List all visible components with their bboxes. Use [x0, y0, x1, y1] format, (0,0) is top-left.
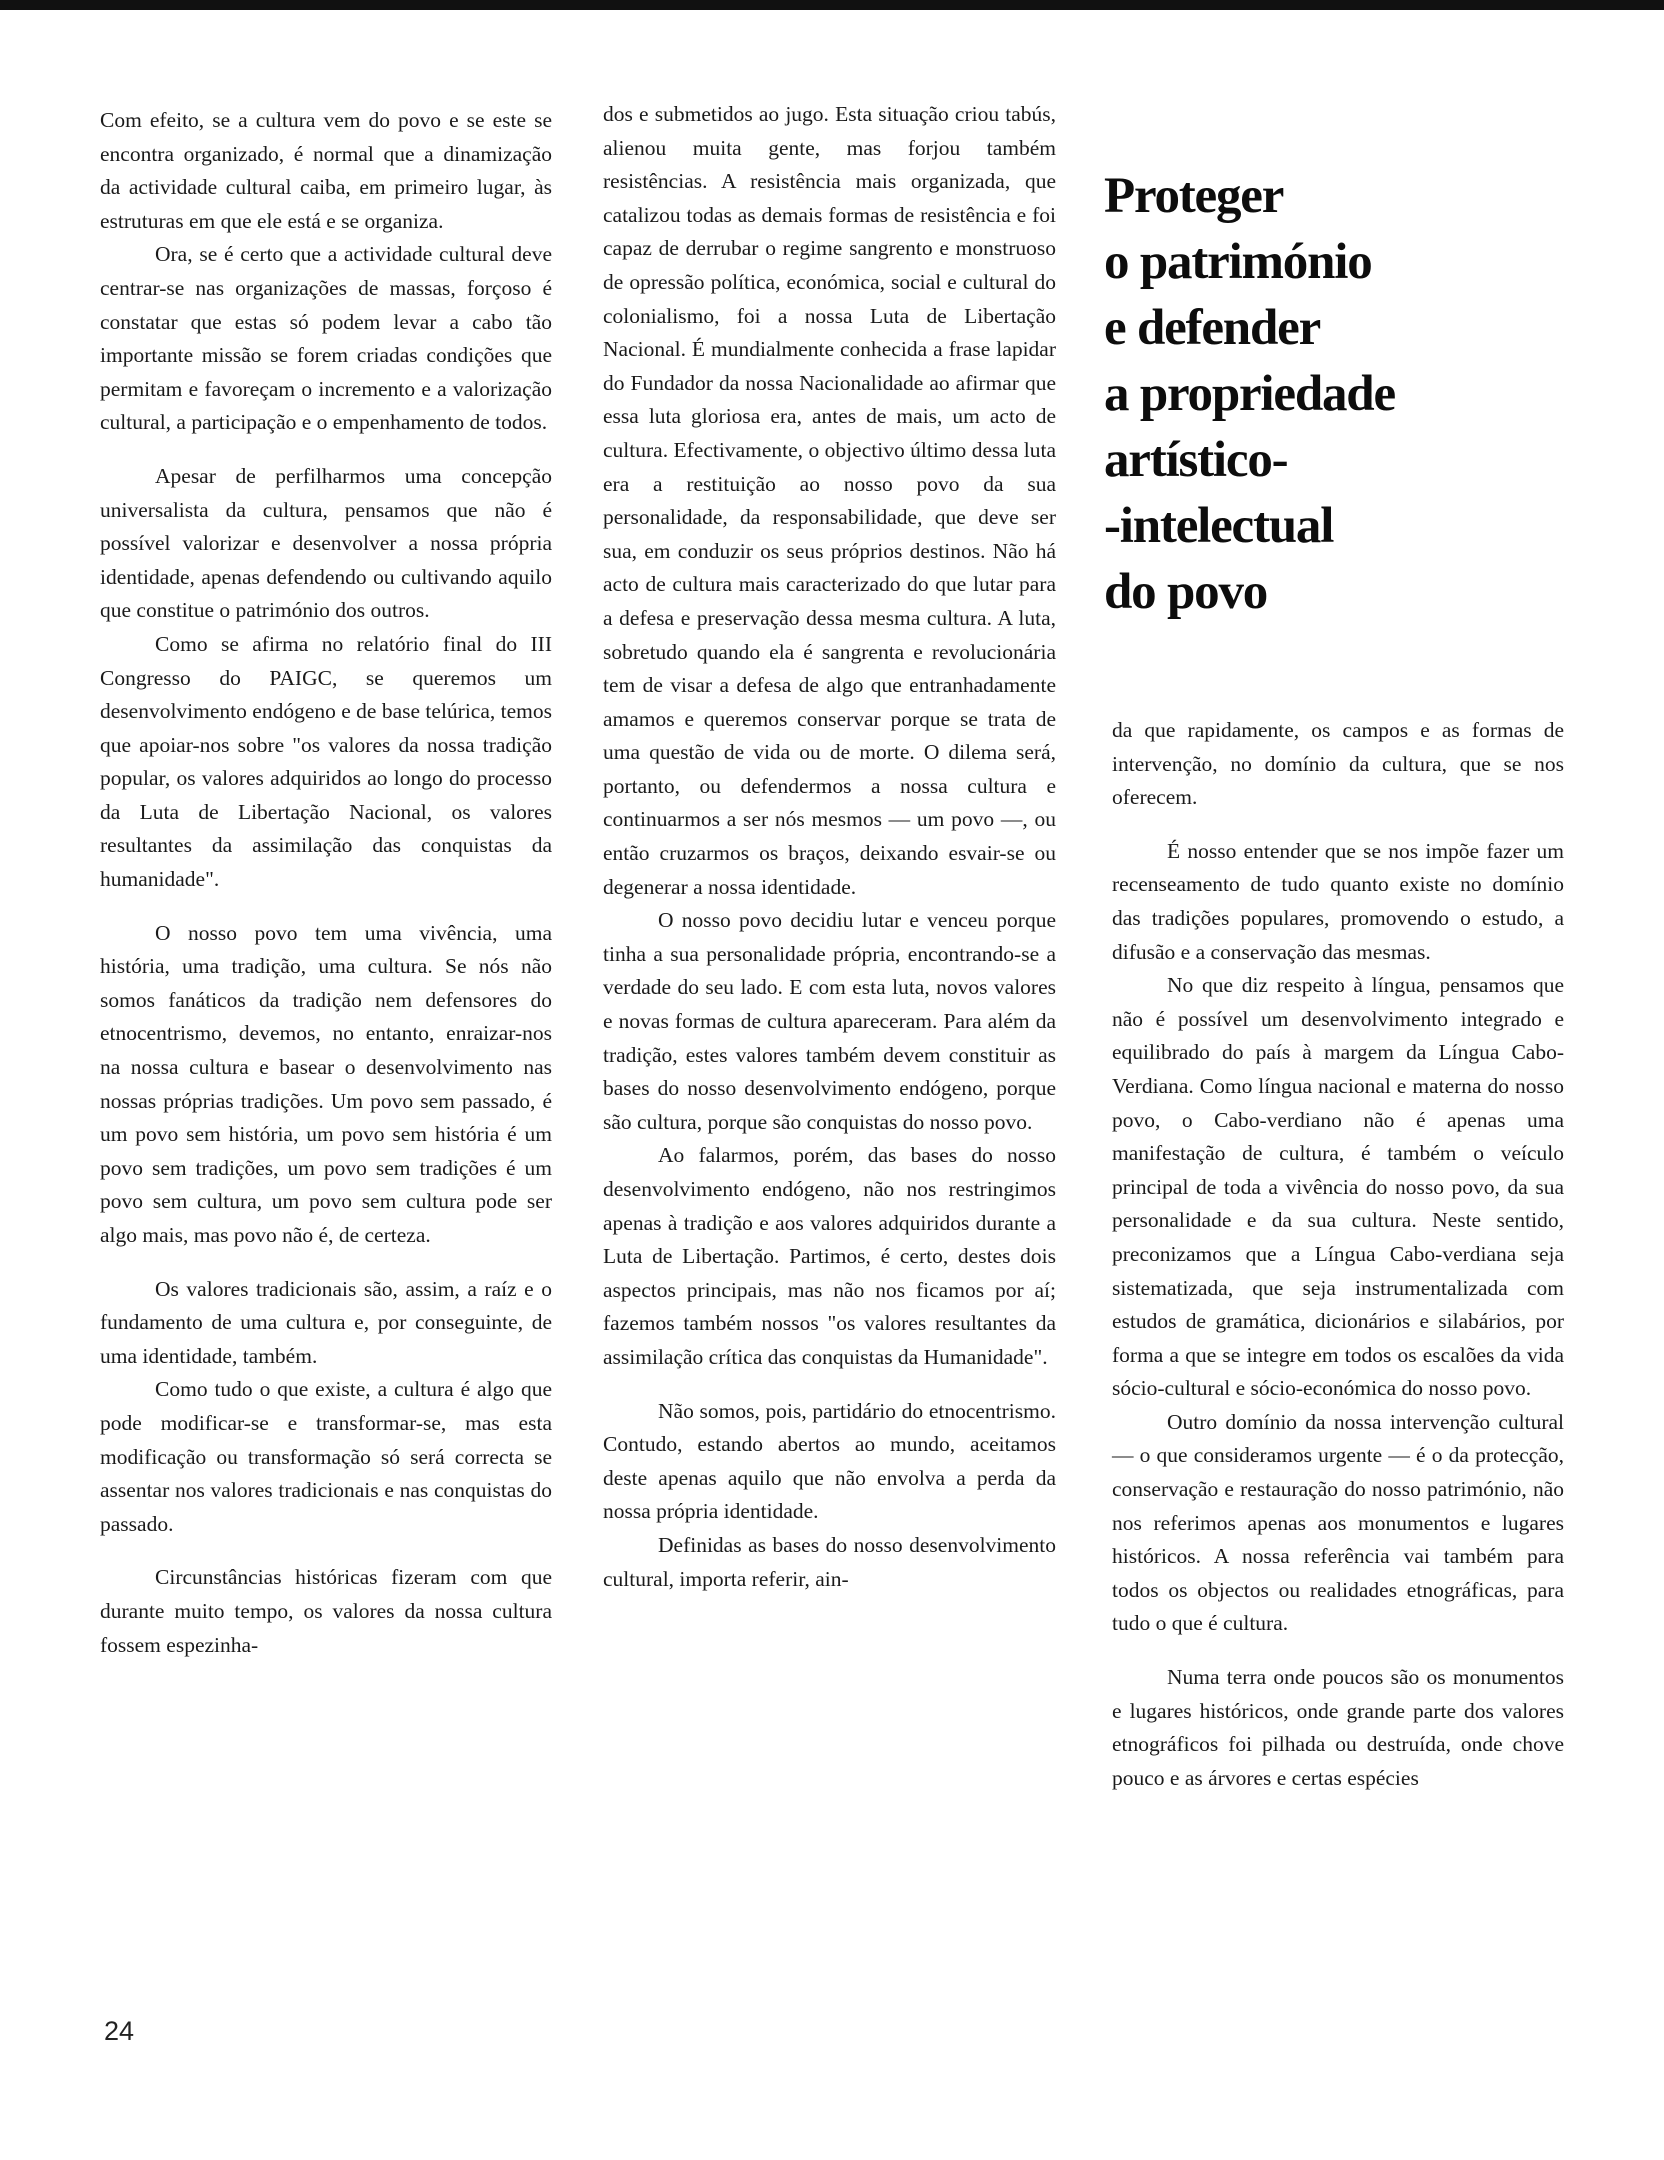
paragraph: Ao falarmos, porém, das bases do nosso desenvolvimento endógeno, não nos restringimos apenas à tradição e aos valores adquiridos durante a Luta de Libertação. Partimos, é certo, destes dois aspectos principais, mas não nos ficamos por aí; fazemos também nossos "os valores resultantes da assimilação crítica das conquistas da Humanidade".	[603, 1143, 1056, 1369]
paragraph: No que diz respeito à língua, pensamos que não é possível um desenvolvimento integrado e equilibrado do país à margem da Língua Cabo-Verdiana. Como língua nacional e materna do nosso povo, o Cabo-verdiano não é apenas uma manifestação de cultura, é também o veículo principal de toda a vivência do nosso povo, da sua personalidade e da sua cultura. Neste sentido, preconizamos que a Língua Cabo-verdiana seja sistematizada, que seja instrumentalizada com estudos de gramática, dicionários e silabários, por forma a que se integre em todos os escalões da vida sócio-cultural e sócio-económica do nosso povo.	[1112, 973, 1564, 1401]
article-column-2	[603, 98, 1056, 1596]
paragraph: Circunstâncias históricas fizeram com que durante muito tempo, os valores da nossa cultura fossem espezinha-	[100, 1565, 552, 1657]
paragraph: Outro domínio da nossa intervenção cultural — o que consideramos urgente — é o da protecção, conservação e restauração do nosso património, não nos referimos apenas aos monumentos e lugares históricos. A nossa referência vai também para todos os objectos ou realidades etnográficas, para tudo o que é cultura.	[1112, 1409, 1564, 1636]
paragraph: O nosso povo tem uma vivência, uma história, uma tradição, uma cultura. Se nós não somos fanáticos da tradição nem defensores do etnocentrismo, devemos, no entanto, enraizar-nos na nossa cultura e basear o desenvolvimento nas nossas próprias tradições. Um povo sem passado, é um povo sem história, um povo sem história é um povo sem tradições, um povo sem tradições é um povo sem cultura, um povo sem cultura pode ser algo mais, mas povo não é, de certeza.	[100, 920, 552, 1247]
headline-line: o património	[1104, 234, 1372, 290]
article-column-3	[1112, 714, 1564, 1795]
paragraph: Apesar de perfilharmos uma concepção universalista da cultura, pensamos que não é possível valorizar e desenvolver a nossa própria identidade, apenas defendendo ou cultivando aquilo que constitue o património dos outros.	[100, 463, 552, 623]
headline-line: -intelectual	[1104, 498, 1334, 554]
paragraph: Não somos, pois, partidário do etnocentrismo. Contudo, estando abertos ao mundo, aceitamos deste apenas aquilo que não envolva a perda da nossa própria identidade.	[603, 1398, 1056, 1524]
paragraph: Como se afirma no relatório final do III Congresso do PAIGC, se queremos um desenvolvimento endógeno e de base telúrica, temos que apoiar-nos sobre "os valores da nossa tradição popular, os valores adquiridos ao longo do processo da Luta de Libertação Nacional, os valores resultantes da assimilação das conquistas da humanidade".	[100, 631, 552, 892]
paragraph: Ora, se é certo que a actividade cultural deve centrar-se nas organizações de massas, forçoso é constatar que estas só podem levar a cabo tão importante missão se forem criadas condições que permitam e favoreçam o incremento e a valorização cultural, a participação e o empenhamento de todos.	[100, 242, 552, 435]
headline-line: do povo	[1104, 564, 1268, 620]
page-number: 24	[104, 2016, 135, 2046]
paragraph: Os valores tradicionais são, assim, a raíz e o fundamento de uma cultura e, por conseguinte, de uma identidade, também.	[100, 1276, 552, 1368]
top-rule	[0, 0, 1664, 10]
paragraph: Numa terra onde poucos são os monumentos e lugares históricos, onde grande parte dos valores etnográficos foi pilhada ou destruída, onde chove pouco e as árvores e certas espécies	[1112, 1665, 1564, 1790]
paragraph: Definidas as bases do nosso desenvolvimento cultural, importa referir, ain-	[603, 1532, 1056, 1591]
headline-line: e defender	[1104, 300, 1321, 356]
headline-line: Proteger	[1104, 168, 1284, 224]
article-column-1	[100, 104, 552, 1662]
headline-line: artístico-	[1104, 432, 1288, 488]
paragraph: Como tudo o que existe, a cultura é algo que pode modificar-se e transformar-se, mas esta modificação ou transformação só será correcta se assentar nos valores tradicionais e nas conquistas do passado.	[100, 1377, 552, 1536]
paragraph: O nosso povo decidiu lutar e venceu porque tinha a sua personalidade própria, encontrando-se a verdade do seu lado. E com esta luta, novos valores e novas formas de cultura apareceram. Para além da tradição, estes valores também devem constituir as bases do nosso desenvolvimento endógeno, porque são cultura, porque são conquistas do nosso povo.	[603, 908, 1056, 1134]
paragraph: É nosso entender que se nos impõe fazer um recenseamento de tudo quanto existe no domínio das tradições populares, promovendo o estudo, a difusão e a conservação das mesmas.	[1112, 838, 1564, 964]
paragraph: dos e submetidos ao jugo. Esta situação criou tabús, alienou muita gente, mas forjou também resistências. A resistência mais organizada, que catalizou todas as demais formas de resistência e foi capaz de derrubar o regime sangrento e monstruoso de opressão política, económica, social e cultural do colonialismo, foi a nossa Luta de Libertação Nacional. É mundialmente conhecida a frase lapidar do Fundador da nossa Nacionalidade ao afirmar que essa luta gloriosa era, antes de mais, um acto de cultura. Efectivamente, o objectivo último dessa luta era a restituição ao nosso povo da sua personalidade, da responsabilidade, que deve ser sua, em conduzir os seus próprios destinos. Não há acto de cultura mais caracterizado do que lutar para a defesa e preservação dessa mesma cultura. A luta, sobretudo quando ela é sangrenta e revolucionária tem de visar a defesa de algo que entranhadamente amamos e queremos conservar porque se trata de uma questão de vida ou de morte. O dilema será, portanto, ou defendermos a nossa cultura e continuarmos a ser nós mesmos — um povo —, ou então cruzarmos os braços, deixando esvair-se ou degenerar a nossa identidade.	[603, 102, 1056, 899]
paragraph: Com efeito, se a cultura vem do povo e se este se encontra organizado, é normal que a dinamização da actividade cultural caiba, em primeiro lugar, às estruturas em que ele está e se organiza.	[100, 108, 552, 233]
article-headline	[1104, 163, 1604, 625]
headline-line: a propriedade	[1104, 366, 1395, 422]
paragraph: da que rapidamente, os campos e as formas de intervenção, no domínio da cultura, que se nos oferecem.	[1112, 718, 1564, 810]
